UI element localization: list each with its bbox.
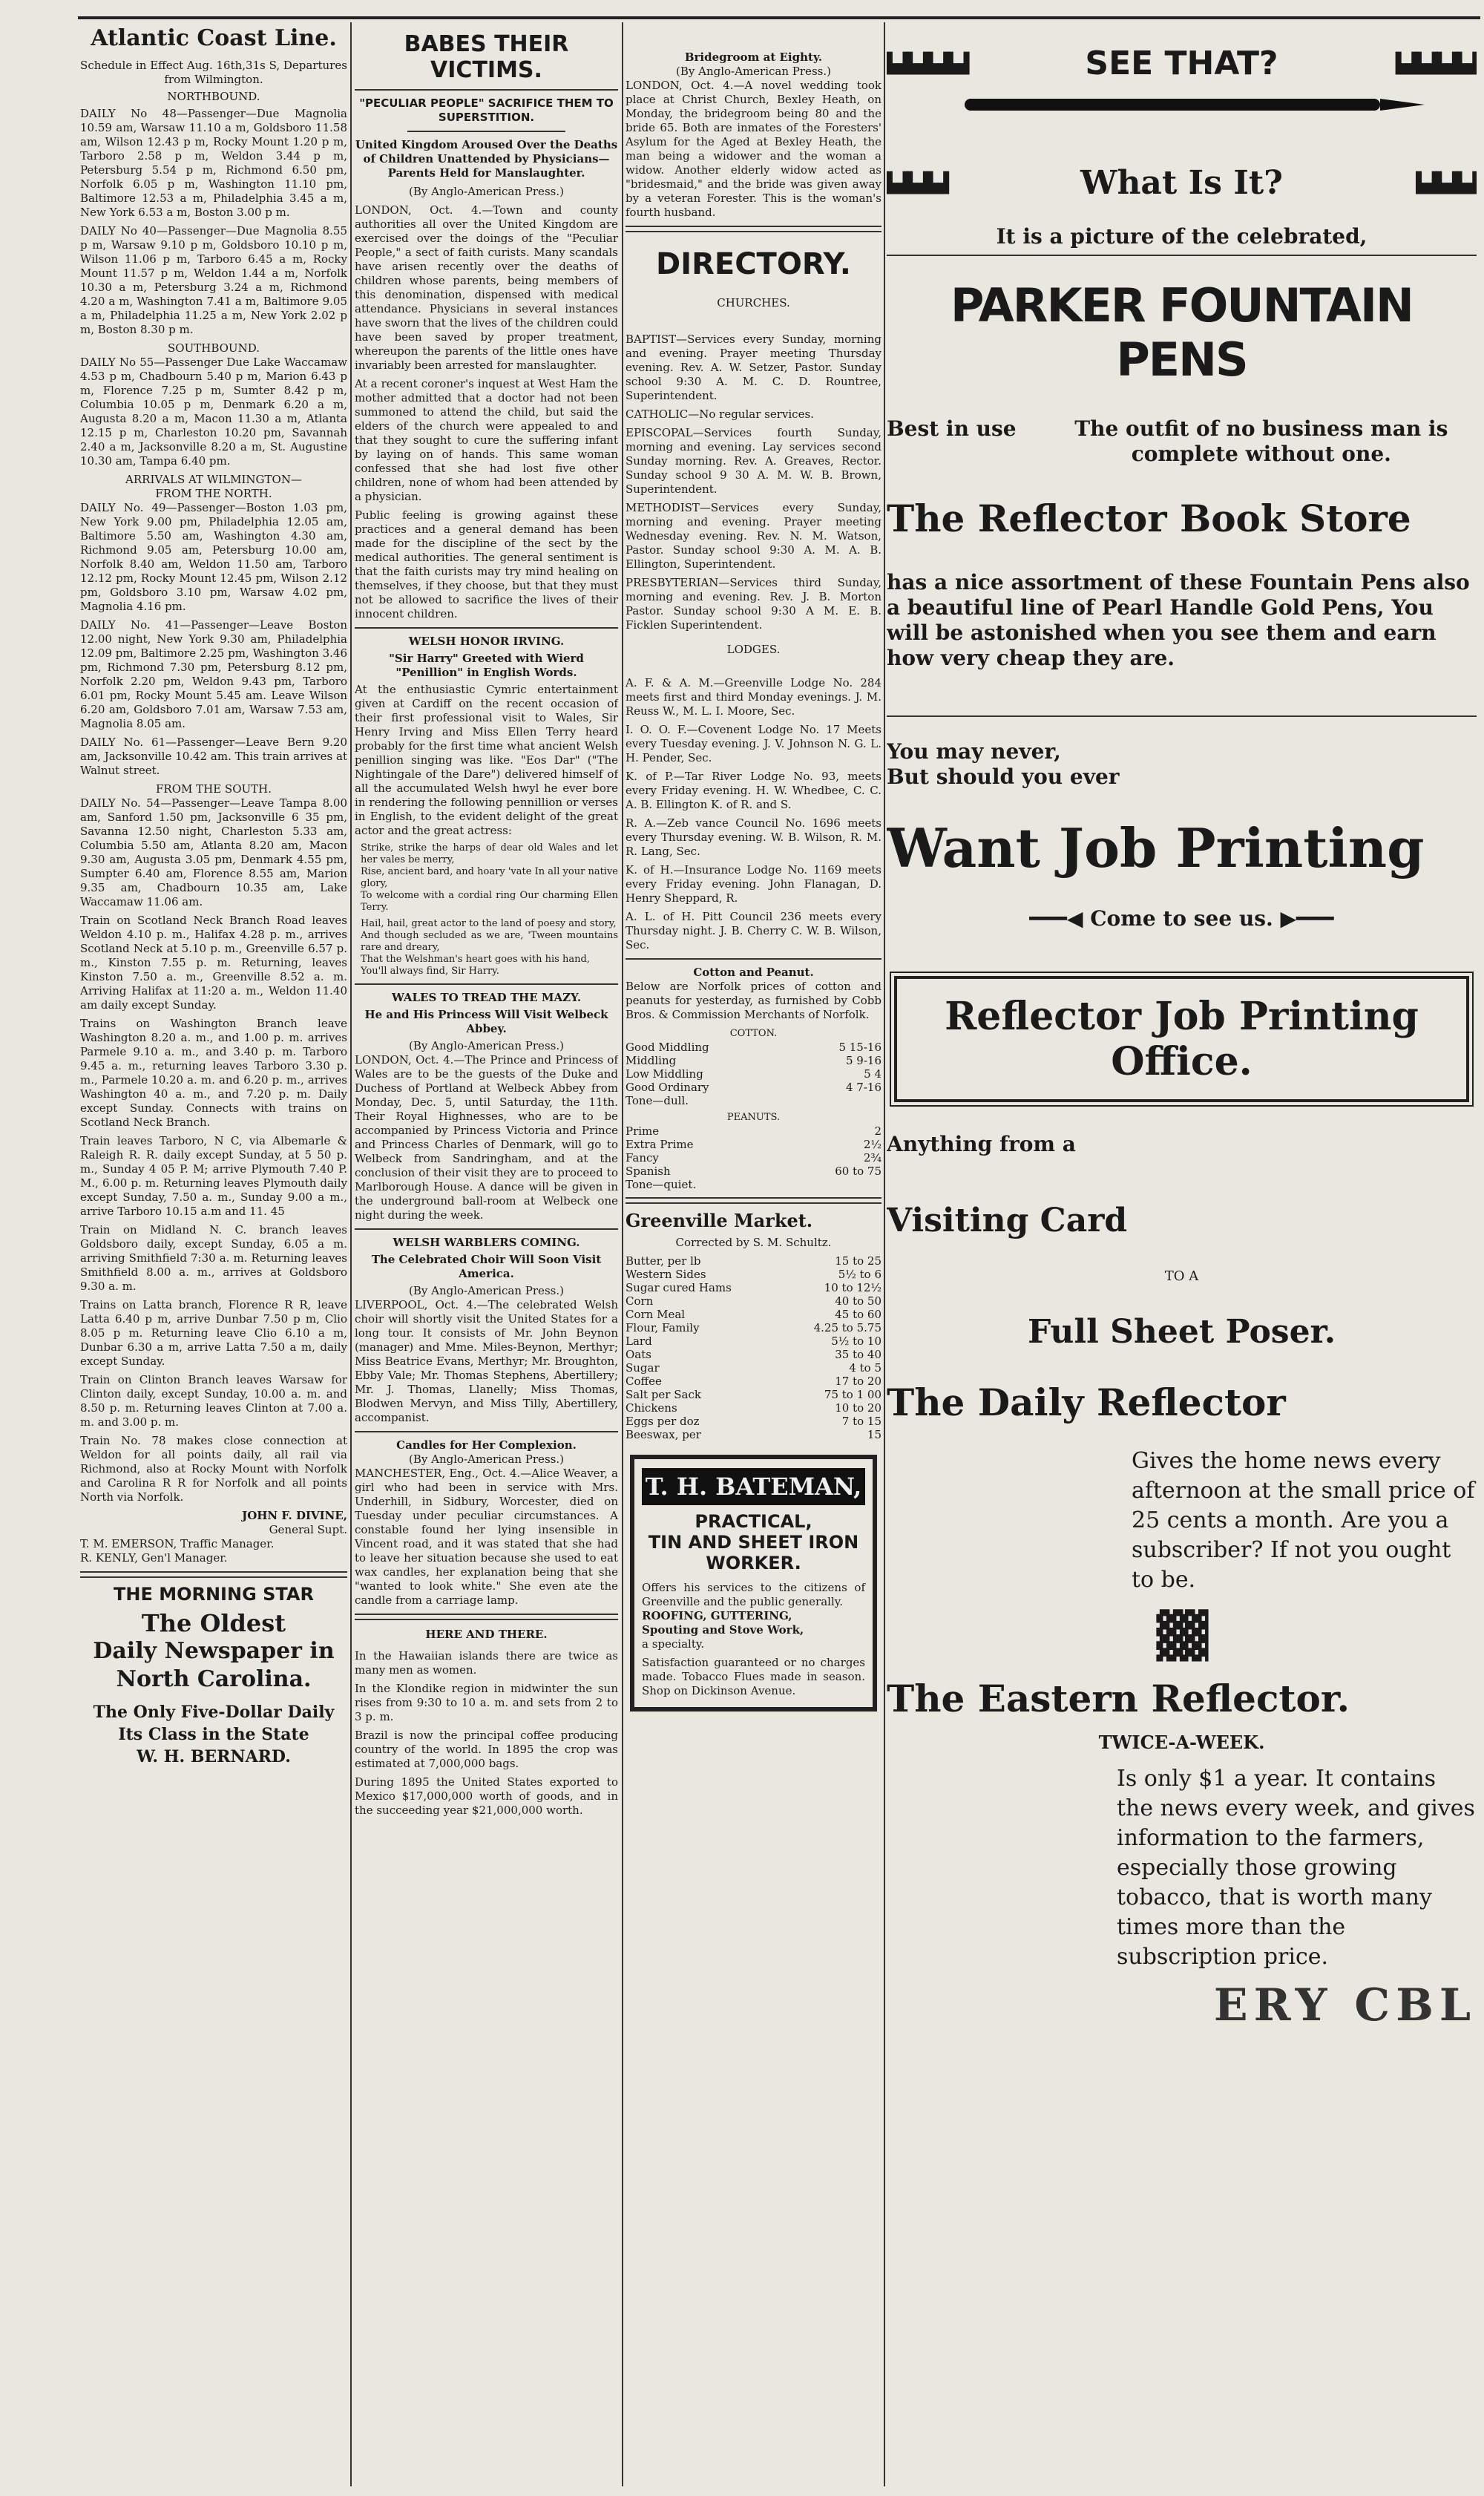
commodity-price: 45 to 60 [835, 1308, 881, 1321]
price-row [626, 1041, 881, 1054]
ornament-icon: ▙▟▙▟▙▟ [887, 171, 948, 194]
daily-reflector-text: Gives the home news every afternoon at the small price of 25 cents a month. Are you a subscriber? If not you ought to be. [1132, 1448, 1475, 1593]
morning-star-line: North Carolina. [116, 1666, 312, 1692]
branch-listing: Trains on Washington Branch leave Washington 8.20 a. m., and 1.00 p. m. arrives Parmele 9.10 a. m., and 3.40 p. m. Tarboro 9.45 a. m., returning leaves Tarboro 3.30 p. m., Parmele 10.20 a. m. and 6.20 p. m., arrives Washington 40 a. m., and 7.20 p. m. Daily except Sunday. Connects with trains on Scotland Neck Branch. [80, 1017, 347, 1129]
divider [626, 226, 881, 232]
see-that-heading: SEE THAT? [1085, 45, 1278, 82]
market-table [626, 1254, 881, 1441]
price-row [626, 1081, 881, 1094]
verse-line: Strike, strike the harps of dear old Wales and let her vales be merry, [361, 842, 618, 865]
commodity-name: Spanish [626, 1165, 671, 1178]
commodity-name: Fancy [626, 1151, 659, 1165]
commodity-name: Sugar cured Hams [626, 1281, 732, 1294]
office-heading: Reflector Job Printing Office. [945, 994, 1419, 1084]
schedule-title: Atlantic Coast Line. [91, 25, 337, 51]
come-see-us [887, 906, 1477, 931]
verse-line: That the Welshman's heart goes with his hand, [361, 954, 590, 965]
commodity-price: 15 to 25 [835, 1254, 881, 1268]
article-paragraph: At the enthusiastic Cymric entertainment given at Cardiff on the recent occasion of their first professional visit to Wales, Sir Henry Irving and Miss Ellen Terry heard probably for the first time what ancient Welsh penillion singing was like. "Eos Dar" ("The Nightingale of the Dare") delivered himself of all the accumulated Welsh hwyl he ever bore in rendering the following pennillion or verses in English, to the evident delight of the great actor and the great actress: [355, 683, 618, 837]
price-row [626, 1401, 881, 1415]
brief-item: Brazil is now the principal coffee producing country of the world. In 1895 the crop was estimated at 7,000,000 bags. [355, 1729, 618, 1770]
to-a: TO A [1164, 1268, 1199, 1284]
branch-listing: Train No. 78 makes close connection at Weldon for all points daily, all rail via Richmond, also at Rocky Mount with Norfolk and Carolina R R for Norfolk and all points North via Norfolk. [80, 1434, 347, 1504]
article-paragraph: LIVERPOOL, Oct. 4.—The celebrated Welsh choir will shortly visit the United States for a long tour. It consists of Mr. John Beynon (manager) and Mme. Miles-Beynon, Merthyr; Miss Beatrice Evans, Merthyr; Mr. Broughton, Ebby Vale; Mr. Thomas Stephens, Abertillery; Mr. J. Thomas, Llanelly; Miss Thomas, Blodwen Mervyn, and Miss Tilly, Abertillery, accompanist. [355, 1298, 618, 1424]
bateman-line: WORKER. [706, 1553, 801, 1573]
commodity-name: Sugar [626, 1361, 660, 1375]
commodity-name: Tone—quiet. [626, 1178, 697, 1191]
commodity-name: Low Middling [626, 1067, 703, 1081]
morning-star-line: The Oldest [141, 1609, 286, 1637]
divider [355, 983, 618, 985]
commodity-price: 4.25 to 5.75 [813, 1321, 881, 1334]
commodity-price: 2½ [863, 1138, 881, 1151]
commodity-name: Good Middling [626, 1041, 709, 1054]
verse [355, 842, 618, 977]
arrivals-heading: ARRIVALS AT WILMINGTON— [125, 473, 302, 486]
commodity-name: Prime [626, 1124, 660, 1138]
peanut-table [626, 1124, 881, 1191]
train-listing: DAILY No 48—Passenger—Due Magnolia 10.59 am, Warsaw 11.10 a m, Goldsboro 11.58 am, Wilson 12.43 p m, Rocky Mount 1.20 p m, Tarboro 2.58 p m, Weldon 3.44 p m, Petersburg 5.54 p m, Richmond 6.50 pm, Norfolk 6.05 p m, Washington 11.10 pm, Baltimore 12.53 a m, Philadelphia 3.45 a m, New York 6.53 a m, Boston 3.00 p m. [80, 107, 347, 219]
from-north-heading: FROM THE NORTH. [155, 487, 272, 500]
verse-line: To welcome with a cordial ring Our charming Ellen Terry. [361, 890, 618, 913]
article-paragraph: MANCHESTER, Eng., Oct. 4.—Alice Weaver, a girl who had been in service with Mrs. Underhill, in Sidbury, Worcester, died on Tuesday under peculiar circumstances. A constable found her lying insensible in Vincent road, and it was stated that she had to leave her situation because she used to eat wax candles, her explanation being that she "wanted to look white." She even ate the candle from a carriage lamp. [355, 1467, 618, 1607]
subhead-warblers: The Celebrated Choir Will Soon Visit America. [371, 1253, 602, 1280]
advertisement-column [887, 22, 1477, 2031]
train-listing: DAILY No. 41—Passenger—Leave Boston 12.00 night, New York 9.30 am, Philadelphia 12.09 pm, Baltimore 2.25 pm, Washington 3.46 pm, Richmond 7.30 pm, Petersburg 8.12 pm, Norfolk 2.20 pm, Weldon 9.43 pm, Tarboro 6.01 pm, Rocky Mount 5.45 am. Leave Wilson 6.20 am, Goldsboro 7.01 am, Warsaw 7.53 am, Magnolia 8.05 am. [80, 618, 347, 730]
ornament-icon: ▓▓ [1156, 1610, 1207, 1662]
bateman-name: T. H. BATEMAN, [645, 1473, 862, 1501]
commodity-price: 35 to 40 [835, 1348, 881, 1361]
commodity-price: 5½ to 10 [831, 1334, 881, 1348]
signature-emerson: T. M. EMERSON, Traffic Manager. [80, 1537, 275, 1550]
price-row [626, 1054, 881, 1067]
price-row [626, 1428, 881, 1441]
price-row [626, 1138, 881, 1151]
price-row [626, 1165, 881, 1178]
anything-from: Anything from a [887, 1132, 1076, 1156]
commodity-name: Chickens [626, 1401, 677, 1415]
daily-reflector-heading: The Daily Reflector [887, 1380, 1286, 1424]
commodity-name: Corn [626, 1294, 654, 1308]
press-credit: (By Anglo-American Press.) [409, 185, 564, 198]
job-office-ad [894, 976, 1469, 1102]
schedule-effective: Schedule in Effect Aug. 16th,31s S, Departures from Wilmington. [80, 59, 347, 86]
branch-listing: Train on Midland N. C. branch leaves Goldsboro daily, except Sunday, 6.05 a m. arriving Smithfield 7:30 a. m. Returning leaves Smithfield 8.00 a. m., arrives at Goldsboro 9.30 a. m. [80, 1223, 347, 1293]
divider [80, 1571, 347, 1578]
market-heading: Greenville Market. [626, 1210, 813, 1231]
come-see-text: Come to see us. [1090, 906, 1273, 931]
headline-babes: BABES THEIR VICTIMS. [404, 31, 569, 83]
cotton-heading: Cotton and Peanut. [693, 966, 814, 979]
news-column [355, 22, 618, 1822]
commodity-price: 15 [867, 1428, 881, 1441]
best-in-use-row [887, 416, 1477, 467]
brief-item: In the Klondike region in midwinter the sun rises from 9:30 to 10 a. m. and sets from 2 to 3 p. m. [355, 1682, 618, 1723]
headline-here-there: HERE AND THERE. [425, 1628, 548, 1641]
price-row [626, 1415, 881, 1428]
church-entry: METHODIST—Services every Sunday, morning and evening. Prayer meeting Wednesday evening. Rev. N. M. Watson, Pastor. Sunday school 9:30 A. M. A. B. Ellington, Superintendent. [626, 501, 881, 571]
bateman-line: TIN AND SHEET IRON [648, 1532, 859, 1553]
commodity-price: 17 to 20 [835, 1375, 881, 1388]
price-row [626, 1094, 881, 1107]
book-store-text: has a nice assortment of these Fountain Pens also a beautiful line of Pearl Handle Gold Pens, You will be astonished when you see them and earn how very cheap they are. [887, 570, 1470, 670]
price-row [626, 1388, 881, 1401]
deck: United Kingdom Aroused Over the Deaths of Children Unattended by Physicians—Parents Held for Manslaughter. [355, 138, 618, 180]
commodity-price: 7 to 15 [841, 1415, 881, 1428]
morning-star-publisher: W. H. BERNARD. [137, 1747, 291, 1766]
price-row [626, 1294, 881, 1308]
price-row [626, 1361, 881, 1375]
commodity-name: Coffee [626, 1375, 662, 1388]
branch-listing: Train on Scotland Neck Branch Road leaves Weldon 4.10 p. m., Halifax 4.28 p. m., arrives Scotland Neck at 5.10 p. m., Greenville 6.57 p. m., Kinston 7.55 p. m. Returning, leaves Kinston 7.50 a. m., Greenville 8.52 a. m. Arriving Halifax at 11:20 a. m., Weldon 11.40 am daily except Sunday. [80, 914, 347, 1012]
directory-title: DIRECTORY. [655, 247, 851, 281]
commodity-price: 5½ to 6 [838, 1268, 881, 1281]
commodity-price: 5 9-16 [845, 1054, 881, 1067]
commodity-price: 60 to 75 [835, 1165, 881, 1178]
subhead-irving: "Sir Harry" Greeted with Wierd "Penillion" in English Words. [389, 652, 584, 679]
subhead-wales: He and His Princess Will Visit Welbeck Abbey. [364, 1008, 608, 1035]
divider [407, 131, 565, 132]
bateman-ad [630, 1455, 877, 1712]
price-row [626, 1178, 881, 1191]
cotton-table [626, 1041, 881, 1107]
lodge-entry: A. F. & A. M.—Greenville Lodge No. 284 meets first and third Monday evenings. J. M. Reuss W., M. L. I. Moore, Sec. [626, 676, 881, 718]
outfit-text: The outfit of no business man is complete without one. [1074, 416, 1448, 466]
ornament-icon: ▙▟▙▟▙▟▙▟ [1395, 52, 1477, 75]
from-south-heading: FROM THE SOUTH. [156, 782, 272, 796]
press-credit: (By Anglo-American Press.) [409, 1452, 564, 1466]
price-row [626, 1067, 881, 1081]
commodity-price: 2¾ [863, 1151, 881, 1165]
commodity-name: Western Sides [626, 1268, 706, 1281]
commodity-name: Beeswax, per [626, 1428, 701, 1441]
commodity-name: Good Ordinary [626, 1081, 709, 1094]
signature-kenly: R. KENLY, Gen'l Manager. [80, 1551, 228, 1565]
flourish-icon: ━━━◀ [1029, 906, 1091, 931]
but-should: But should you ever [887, 764, 1120, 789]
bateman-line: PRACTICAL, [695, 1511, 812, 1532]
price-row [626, 1321, 881, 1334]
cotton-label: COTTON. [729, 1028, 778, 1039]
bateman-text: Offers his services to the citizens of Greenville and the public generally. [642, 1581, 865, 1608]
southbound-heading: SOUTHBOUND. [168, 341, 260, 355]
train-listing: DAILY No. 54—Passenger—Leave Tampa 8.00 am, Sanford 1.50 pm, Jacksonville 6 35 pm, Savanna 12.50 night, Charleston 5.33 am, Columbia 5.50 am, Atlanta 8.20 am, Macon 9.30 am, Augusta 3.05 pm, Denmark 4.55 pm, Sumpter 6.40 am, Florence 8.55 am, Marion 9.35 am, Chadbourn 10.35 am, Lake Waccamaw 11.06 am. [80, 796, 347, 908]
church-entry: PRESBYTERIAN—Services third Sunday, morning and evening. Rev. J. B. Morton Pastor. Sunday school 9:30 A M. E. B. Ficklen Superintendent. [626, 576, 881, 632]
want-job-printing: Want Job Printing [887, 816, 1425, 880]
divider [626, 958, 881, 960]
commodity-price: 10 to 20 [835, 1401, 881, 1415]
price-row [626, 1308, 881, 1321]
best-in-use: Best in use [887, 416, 1017, 441]
press-credit: (By Anglo-American Press.) [409, 1039, 564, 1052]
railroad-schedule-column [80, 22, 347, 1768]
signature-title: General Supt. [269, 1523, 347, 1536]
article-paragraph: LONDON, Oct. 4.—The Prince and Princess of Wales are to be the guests of the Duke and Duchess of Portland at Welbeck Abbey from Monday, Dec. 5, until Saturday, the 11th. Their Royal Highnesses, who are to be accompanied by Princess Victoria and Prince and Princess Charles of Denmark, will go to Welbeck from Sandringham, and at the conclusion of their visit they are to proceed to Marlborough House. A dance will be given in the underground ball-room at Welbeck one night during the week. [355, 1053, 618, 1222]
verse-line: And though secluded as we are, 'Tween mountains rare and dreary, [361, 930, 618, 953]
see-that-row [887, 45, 1477, 82]
branch-listing: Train leaves Tarboro, N C, via Albemarle & Raleigh R. R. daily except Sunday, at 5 50 p. m., Sunday 4 05 P. M; arrive Plymouth 7.40 P. M., 6.00 p. m. Returning leaves Plymouth daily except Sunday, 7.50 a. m., Sunday 9.00 a m., arrive Tarboro 10.15 a.m and 11. 45 [80, 1134, 347, 1218]
brief-item: In the Hawaiian islands there are twice as many men as women. [355, 1649, 618, 1677]
divider [355, 1614, 618, 1620]
commodity-price: 5 4 [864, 1067, 881, 1081]
commodity-price: 4 to 5 [849, 1361, 881, 1375]
signature-divine: JOHN F. DIVINE, [242, 1509, 347, 1522]
article-paragraph: At a recent coroner's inquest at West Ham the mother admitted that a doctor had not been summoned to attend the child, but said the elders of the church were appealed to and that they sought to cure the suffering infant by laying on of hands. This same woman confessed that she had lost five other children, none of whom had been attended by a physician. [355, 377, 618, 503]
commodity-name: Butter, per lb [626, 1254, 701, 1268]
lodges-heading: LODGES. [726, 643, 781, 656]
commodity-price: 75 to 1 00 [824, 1388, 881, 1401]
morning-star-line: Its Class in the State [118, 1725, 309, 1744]
divider [355, 89, 618, 91]
branch-listing: Trains on Latta branch, Florence R R, leave Latta 6.40 p m, arrive Dunbar 7.50 p m, Clio 8.05 p m. Returning leave Clio 6.10 a m, Dunbar 6.30 a m, arrive Latta 7.50 a m, daily except Sunday. [80, 1298, 347, 1368]
morning-star-line: Daily Newspaper in [93, 1638, 335, 1664]
train-listing: DAILY No. 61—Passenger—Leave Bern 9.20 am, Jacksonville 10.42 am. This train arrives at Walnut street. [80, 736, 347, 777]
flourish-icon: ▶━━━ [1273, 906, 1334, 931]
commodity-name: Middling [626, 1054, 677, 1067]
fountain-pen-icon [887, 82, 1477, 127]
what-is-it-row [887, 164, 1477, 202]
divider [626, 1197, 881, 1204]
article-paragraph: LONDON, Oct. 4.—Town and county authorities all over the United Kingdom are exercised over the doings of the "Peculiar People," a sect of faith curists. Many scandals have arisen recently over the deaths of children whose parents, being members of this denomination, dispensed with medical attendance. Physicians in several instances have sworn that the lives of the children could have been saved by proper treatment, whereupon the parents of the little ones have invariably been arrested for manslaughter. [355, 203, 618, 372]
price-row [626, 1281, 881, 1294]
eastern-reflector-text: Is only $1 a year. It contains the news every week, and gives information to the farmers, especially those growing tobacco, that is worth many times more than the subscription price. [1117, 1766, 1475, 1970]
commodity-name: Oats [626, 1348, 651, 1361]
commodity-price: 5 15-16 [838, 1041, 881, 1054]
price-row [626, 1375, 881, 1388]
column-divider [350, 22, 352, 2486]
headline-warblers: WELSH WARBLERS COMING. [393, 1236, 580, 1249]
ornament-icon: ▙▟▙▟▙▟ [1416, 171, 1477, 194]
northbound-heading: NORTHBOUND. [167, 90, 260, 103]
commodity-name: Salt per Sack [626, 1388, 701, 1401]
commodity-name: Flour, Family [626, 1321, 700, 1334]
column-divider [884, 22, 885, 2486]
press-credit: (By Anglo-American Press.) [409, 1284, 564, 1297]
lodge-entry: R. A.—Zeb vance Council No. 1696 meets every Thursday evening. W. B. Wilson, R. M. R. Lang, Sec. [626, 816, 881, 858]
press-credit: (By Anglo-American Press.) [676, 65, 831, 78]
directory-column [626, 22, 881, 1712]
divider [355, 1228, 618, 1230]
ornament-icon: ▙▟▙▟▙▟▙▟ [887, 52, 968, 75]
price-row [626, 1254, 881, 1268]
peanut-label: PEANUTS. [726, 1112, 781, 1123]
column-divider [622, 22, 623, 2486]
train-listing: DAILY No 40—Passenger—Due Magnolia 8.55 p m, Warsaw 9.10 p m, Goldsboro 10.10 p m, Wilson 11.06 p m, Tarboro 6.45 a m, Rocky Mount 11.57 p m, Weldon 1.44 a m, Norfolk 10.30 a m, Petersburg 3.24 a m, Richmond 4.20 a m, Washington 7.41 a m, Baltimore 9.05 a m, Philadelphia 11.25 a m, New York 2.02 p m, Boston 8.30 p m. [80, 224, 347, 336]
commodity-name: Eggs per doz [626, 1415, 700, 1428]
article-paragraph: LONDON, Oct. 4.—A novel wedding took place at Christ Church, Bexley Heath, on Monday, the bridegroom being 80 and the bride 65. Both are inmates of the Foresters' Asylum for the Aged at Bexley Heath, the man being a widower and the woman a widow. Another elderly widow acted as "bridesmaid," and the bride was given away by a veteran Forester. This is the woman's fourth husband. [626, 79, 881, 219]
churches-heading: CHURCHES. [717, 296, 790, 309]
headline-wales: WALES TO TREAD THE MAZY. [391, 991, 582, 1004]
what-is-it-heading: What Is It? [1080, 164, 1283, 202]
lodge-entry: I. O. O. F.—Covenent Lodge No. 17 Meets every Tuesday evening. J. V. Johnson N. G. L. H. Pender, Sec. [626, 723, 881, 764]
morning-star-title: THE MORNING STAR [114, 1584, 314, 1605]
church-entry: CATHOLIC—No regular services. [626, 407, 814, 421]
commodity-price: 2 [874, 1124, 881, 1138]
lodge-entry: K. of H.—Insurance Lodge No. 1169 meets every Friday evening. John Flanagan, D. Henry Sheppard, R. [626, 863, 881, 905]
article-paragraph: Public feeling is growing against these practices and a general demand has been made for the discipline of the sect by the medical authorities. The general sentiment is that the faith curists may try mind healing on themselves, if they choose, but that they must not be allowed to sacrifice the lives of their innocent children. [355, 508, 618, 620]
headline-candles: Candles for Her Complexion. [396, 1438, 577, 1452]
verse-line: Rise, ancient bard, and hoary 'vate In all your native glory, [361, 866, 618, 889]
price-row [626, 1348, 881, 1361]
verse-line: You'll always find, Sir Harry. [361, 966, 499, 977]
top-rule [78, 16, 1480, 19]
branch-listing: Train on Clinton Branch leaves Warsaw for Clinton daily, except Sunday, 10.00 a. m. and 8.50 p. m. Returning leaves Clinton at 7.00 a. m. and 3.00 p. m. [80, 1373, 347, 1429]
picture-of-text: It is a picture of the celebrated, [887, 224, 1477, 256]
visiting-card: Visiting Card [887, 1202, 1128, 1239]
morning-star-line: The Only Five-Dollar Daily [93, 1703, 335, 1722]
price-row [626, 1334, 881, 1348]
bateman-bold: Spouting and Stove Work, [642, 1623, 804, 1637]
parker-heading: PARKER FOUNTAIN PENS [951, 278, 1413, 387]
may-never: You may never, [887, 739, 1061, 764]
church-entry: BAPTIST—Services every Sunday, morning and evening. Prayer meeting Thursday evening. Rev. A. W. Setzer, Pastor. Sunday school 9:30 A. M. C. D. Rountree, Superintendent. [626, 333, 881, 402]
commodity-name: Tone—dull. [626, 1094, 689, 1107]
price-row [626, 1124, 881, 1138]
commodity-name: Extra Prime [626, 1138, 694, 1151]
price-row [626, 1151, 881, 1165]
bateman-bold: a specialty. [642, 1637, 705, 1651]
market-sub: Corrected by S. M. Schultz. [675, 1236, 832, 1249]
bottom-fragment: ERY CBL [1213, 1979, 1477, 2031]
church-entry: EPISCOPAL—Services fourth Sunday, morning and evening. Lay services second Sunday morning. Rev. A. Greaves, Rector. Sunday school 9 30 A. M. W. B. Brown, Superintendent. [626, 426, 881, 496]
commodity-price [795, 1094, 881, 1107]
subhead: "PECULIAR PEOPLE" SACRIFICE THEM TO SUPERSTITION. [359, 96, 614, 124]
brief-item: During 1895 the United States exported to Mexico $17,000,000 worth of goods, and in the succeeding year $21,000,000 worth. [355, 1775, 618, 1817]
train-listing: DAILY No 55—Passenger Due Lake Waccamaw 4.53 p m, Chadbourn 5.40 p m, Marion 6.43 p m, Florence 7.25 p m, Sumter 8.42 p m, Columbia 10.05 p m, Denmark 6.20 a m, Augusta 8.20 a m, Macon 11.30 a m, Atlanta 12.15 p m, Charleston 10.20 pm, Savannah 2.40 a m, Jacksonville 8.20 a m, St. Augustine 10.30 am, Tampa 6.40 pm. [80, 356, 347, 468]
commodity-price [780, 1178, 881, 1191]
bateman-bold: ROOFING, GUTTERING, [642, 1609, 792, 1622]
headline-bridegroom: Bridegroom at Eighty. [684, 50, 823, 64]
commodity-price: 40 to 50 [835, 1294, 881, 1308]
commodity-name: Corn Meal [626, 1308, 686, 1321]
eastern-reflector-heading: The Eastern Reflector. [887, 1677, 1350, 1720]
commodity-name: Lard [626, 1334, 652, 1348]
commodity-price: 10 to 12½ [824, 1281, 881, 1294]
cotton-intro: Below are Norfolk prices of cotton and peanuts for yesterday, as furnished by Cobb Bros. & Commission Merchants of Norfolk. [626, 980, 881, 1021]
bateman-end: Satisfaction guaranteed or no charges made. Tobacco Flues made in season. Shop on Dickinson Avenue. [642, 1656, 865, 1697]
book-store-heading: The Reflector Book Store [887, 497, 1411, 540]
bateman-name-band [642, 1468, 865, 1505]
commodity-price: 4 7-16 [845, 1081, 881, 1094]
headline-irving: WELSH HONOR IRVING. [408, 635, 565, 648]
full-sheet: Full Sheet Poser. [1027, 1313, 1336, 1351]
lodge-entry: A. L. of H. Pitt Council 236 meets every Thursday night. J. B. Cherry C. W. B. Wilson, Sec. [626, 910, 881, 951]
divider [887, 715, 1477, 717]
train-listing: DAILY No. 49—Passenger—Boston 1.03 pm, New York 9.00 pm, Philadelphia 12.05 am, Baltimore 5.50 am, Washington 4.30 am, Richmond 9.05 am, Petersburg 10.00 am, Norfolk 8.40 am, Weldon 11.50 am, Tarboro 12.12 pm, Rocky Mount 12.45 pm, Wilson 2.12 pm, Goldsboro 3.10 pm, Warsaw 4.02 pm, Magnolia 4.16 pm. [80, 501, 347, 613]
morning-star-ad [80, 1584, 347, 1768]
divider [355, 1431, 618, 1432]
verse-line: Hail, hail, great actor to the land of poesy and story, [361, 918, 617, 929]
price-row [626, 1268, 881, 1281]
lodge-entry: K. of P.—Tar River Lodge No. 93, meets every Friday evening. H. W. Whedbee, C. C. A. B. Ellington K. of R. and S. [626, 770, 881, 811]
divider [355, 627, 618, 629]
twice-a-week: TWICE-A-WEEK. [1098, 1732, 1265, 1753]
